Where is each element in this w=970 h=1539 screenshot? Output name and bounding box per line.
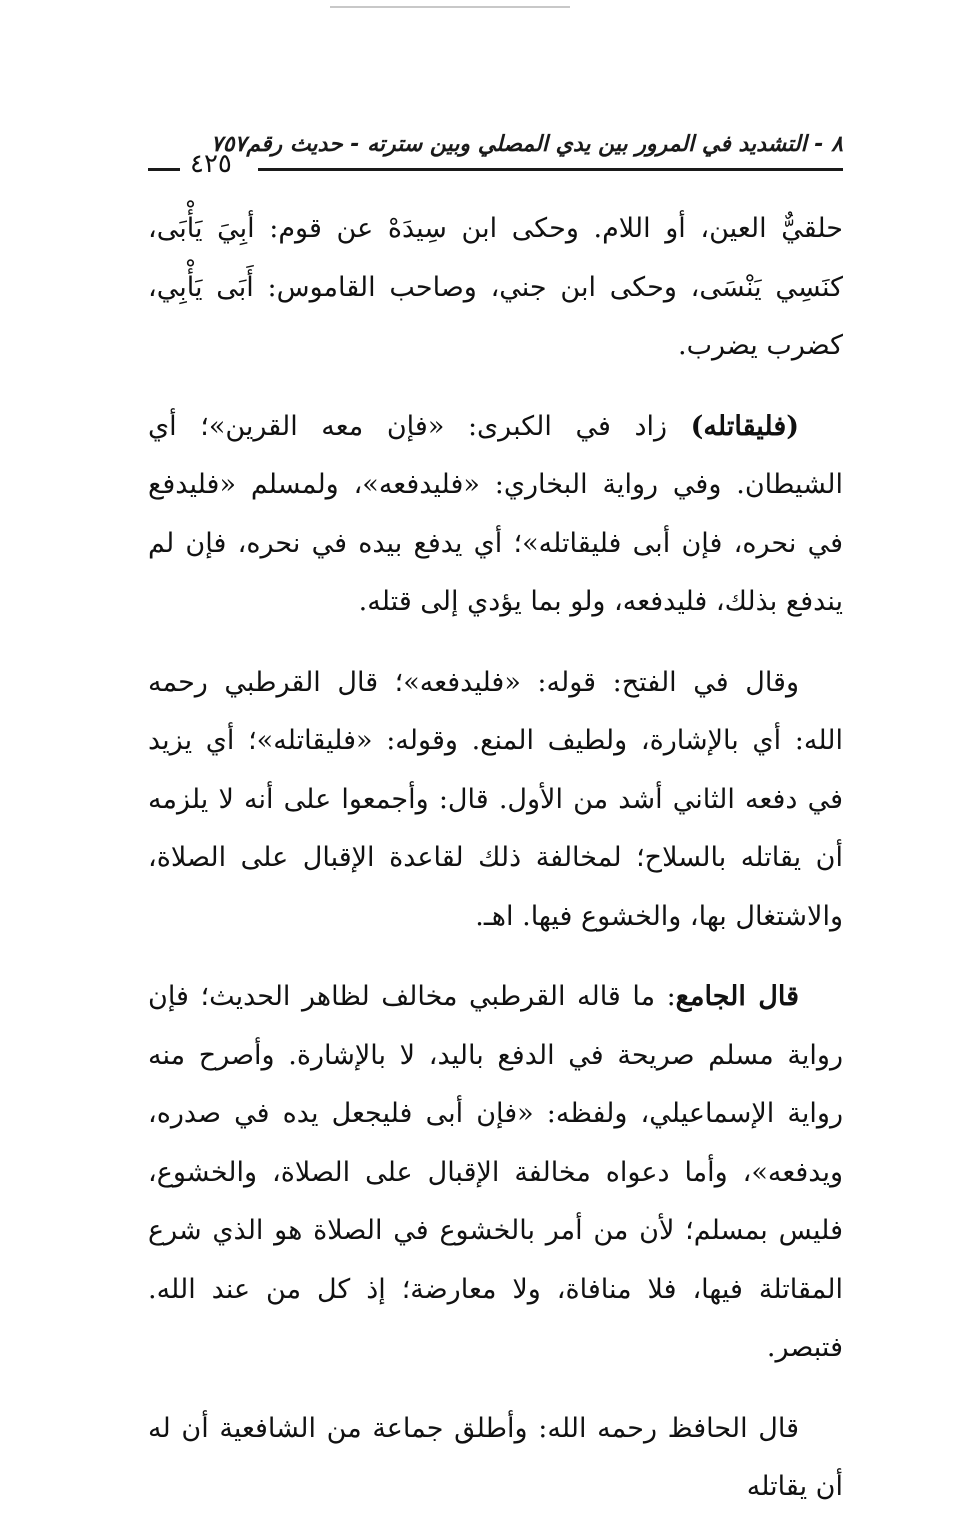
page-body [148,200,843,1539]
paragraph-1-text: حلقيٌّ العين، أو اللام. وحكى ابن سِيدَهْ عن قوم: أبِيَ يَأْبَى، كنَسِي يَنْسَى، وحكى ابن جني، وصاحب القاموس: أَبَى يَأْبِي، كضرب يضرب. [148,213,843,361]
page-number: ٤٢٥ [190,149,232,179]
paragraph-4-lead: قال الجامع [675,981,799,1012]
paragraph-2-text: زاد في الكبرى: «فإن معه القرين»؛ أي الشيطان. وفي رواية البخاري: «فليدفعه»، ولمسلم «فليدفع في نحره، فإن أبى فليقاتله»؛ أي يدفع بيده في نحره، فإن لم يندفع بذلك، فليدفعه، ولو بما يؤدي إلى قتله. [148,410,843,617]
paragraph-5-text: قال الحافظ رحمه الله: وأطلق جماعة من الشافعية أن له أن يقاتله [148,1412,843,1502]
top-scan-mark [330,6,570,8]
page-header [148,128,843,179]
paragraph-4-text: : ما قاله القرطبي مخالف لظاهر الحديث؛ فإن رواية مسلم صريحة في الدفع باليد، لا بالإشارة. وأصرح منه رواية الإسماعيلي، ولفظه: «فإن أبى فليجعل يده في صدره، ويدفعه»، وأما دعواه مخالفة الإقبال على الصلاة، والخشوع، فليس بمسلم؛ لأن من أمر بالخشوع في الصلاة هو الذي شرع المقاتلة فيها، فلا منافاة، ولا معارضة؛ إذ كل من عند الله. فتبصر. [148,981,843,1363]
paragraph-5 [148,1400,843,1517]
paragraph-4 [148,968,843,1378]
header-rule [258,168,843,171]
paragraph-1 [148,200,843,376]
running-header-title: ٨ - التشديد في المرور بين يدي المصلي وبين سترته - حديث رقم٧٥٧ [210,132,843,157]
paragraph-3-text: وقال في الفتح: قوله: «فليدفعه»؛ قال القرطبي رحمه الله: أي بالإشارة، ولطيف المنع. وقوله: «فليقاتله»؛ أي يزيد في دفعه الثاني أشد من الأول. قال: وأجمعوا على أنه لا يلزمه أن يقاتله بالسلاح؛ لمخالفة ذلك لقاعدة الإقبال على الصلاة، والاشتغال بها، والخشوع فيها. اهـ. [148,666,843,932]
paragraph-2 [148,398,843,632]
paragraph-2-lead: (فليقاتله) [690,410,799,442]
page-number-dash [148,168,180,171]
paragraph-3 [148,654,843,947]
